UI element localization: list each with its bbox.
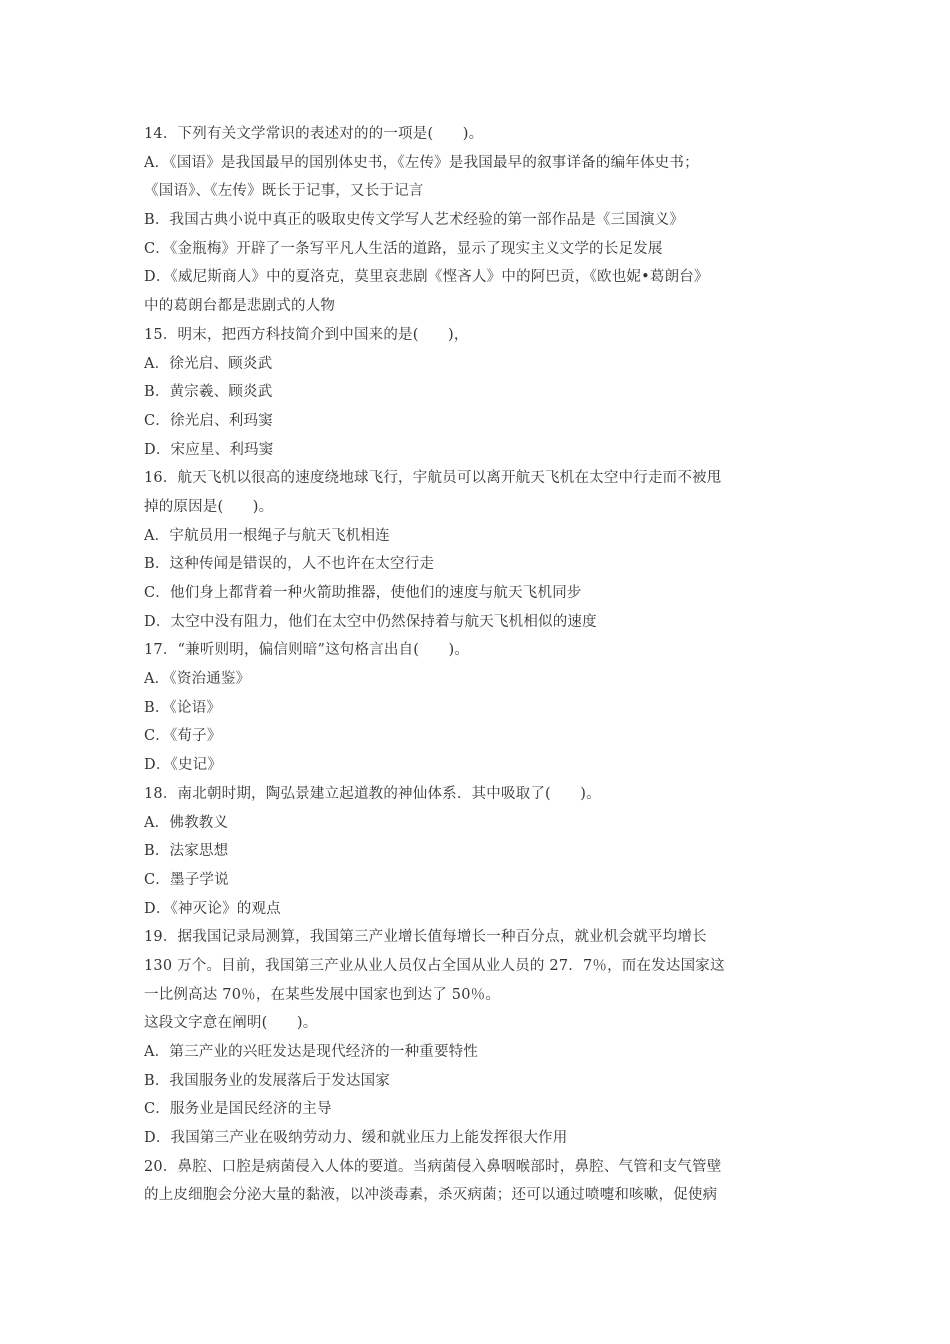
text-line: 14．下列有关文学常识的表述对的的一项是( )。 — [144, 126, 484, 142]
text-line: 19．据我国记录局测算，我国第三产业增长值每增长一种百分点，就业机会就平均增长 — [144, 929, 707, 946]
text-line: B．我国服务业的发展落后于发达国家 — [144, 1072, 391, 1089]
text-line: 掉的原因是( )。 — [144, 498, 274, 515]
text-line: D．宋应星、利玛窦 — [144, 441, 274, 458]
text-line: D．《史记》 — [144, 757, 223, 774]
text-line: A．佛教教义 — [144, 814, 229, 831]
text-line: C．《荀子》 — [144, 728, 222, 745]
text-line: D．太空中没有阻力，他们在太空中仍然保持着与航天飞机相似的速度 — [144, 613, 597, 630]
text-line: B．黄宗羲、顾炎武 — [144, 384, 273, 401]
text-line: 20．鼻腔、口腔是病菌侵入人体的要道。当病菌侵入鼻咽喉部时，鼻腔、气管和支气管壁 — [144, 1158, 722, 1175]
text-line: C．《金瓶梅》开辟了一条写平凡人生活的道路，显示了现实主义文学的长足发展 — [144, 240, 663, 257]
text-line: A．《资治通鉴》 — [144, 671, 251, 688]
text-line: B．这种传闻是错误的，人不也许在太空行走 — [144, 556, 435, 573]
text-line: A．宇航员用一根绳子与航天飞机相连 — [144, 527, 390, 544]
text-line: A．《国语》是我国最早的国别体史书，《左传》是我国最早的叙事详备的编年体史书； — [144, 154, 699, 171]
text-line: C．他们身上都背着一种火箭助推器，使他们的速度与航天飞机同步 — [144, 585, 582, 601]
document-body — [144, 120, 814, 1210]
text-line: 17．“兼听则明，偏信则暗”这句格言出自( )。 — [144, 642, 470, 659]
text-line: 18．南北朝时期，陶弘景建立起道教的神仙体系．其中吸取了( )。 — [144, 785, 601, 802]
text-line: 这段文字意在阐明( )。 — [144, 1015, 318, 1032]
text-line: 《国语》、《左传》既长于记事，又长于记言 — [144, 183, 424, 200]
text-line: 130 万个。目前，我国第三产业从业人员仅占全国从业人员的 27．7％，而在发达国家这 — [144, 957, 725, 974]
text-line: A．徐光启、顾炎武 — [144, 355, 273, 372]
text-line: D．我国第三产业在吸纳劳动力、缓和就业压力上能发挥很大作用 — [144, 1130, 568, 1147]
text-line: B．法家思想 — [144, 843, 229, 860]
text-line: B．《论语》 — [144, 699, 222, 716]
text-line: D．《神灭论》的观点 — [144, 900, 281, 917]
text-line: C．徐光启、利玛窦 — [144, 412, 273, 429]
text-line: 16．航天飞机以很高的速度绕地球飞行，宇航员可以离开航天飞机在太空中行走而不被甩 — [144, 470, 722, 487]
text-line: C．墨子学说 — [144, 871, 229, 888]
text-line: D．《威尼斯商人》中的夏洛克，莫里哀悲剧《悭吝人》中的阿巴贡，《欧也妮•葛朗台》 — [144, 269, 709, 286]
text-line: 中的葛朗台都是悲剧式的人物 — [144, 298, 336, 315]
text-line: A．第三产业的兴旺发达是现代经济的一种重要特性 — [144, 1044, 479, 1060]
text-line: C．服务业是国民经济的主导 — [144, 1101, 332, 1118]
text-line: 一比例高达 70％，在某些发展中国家也到达了 50％。 — [144, 986, 501, 1003]
text-line: 的上皮细胞会分泌大量的黏液，以冲淡毒素，杀灭病菌；还可以通过喷嚏和咳嗽，促使病 — [144, 1187, 718, 1204]
text-line: B．我国古典小说中真正的吸取史传文学写人艺术经验的第一部作品是《三国演义》 — [144, 212, 685, 229]
text-line: 15．明末，把西方科技简介到中国来的是( )， — [144, 326, 469, 343]
